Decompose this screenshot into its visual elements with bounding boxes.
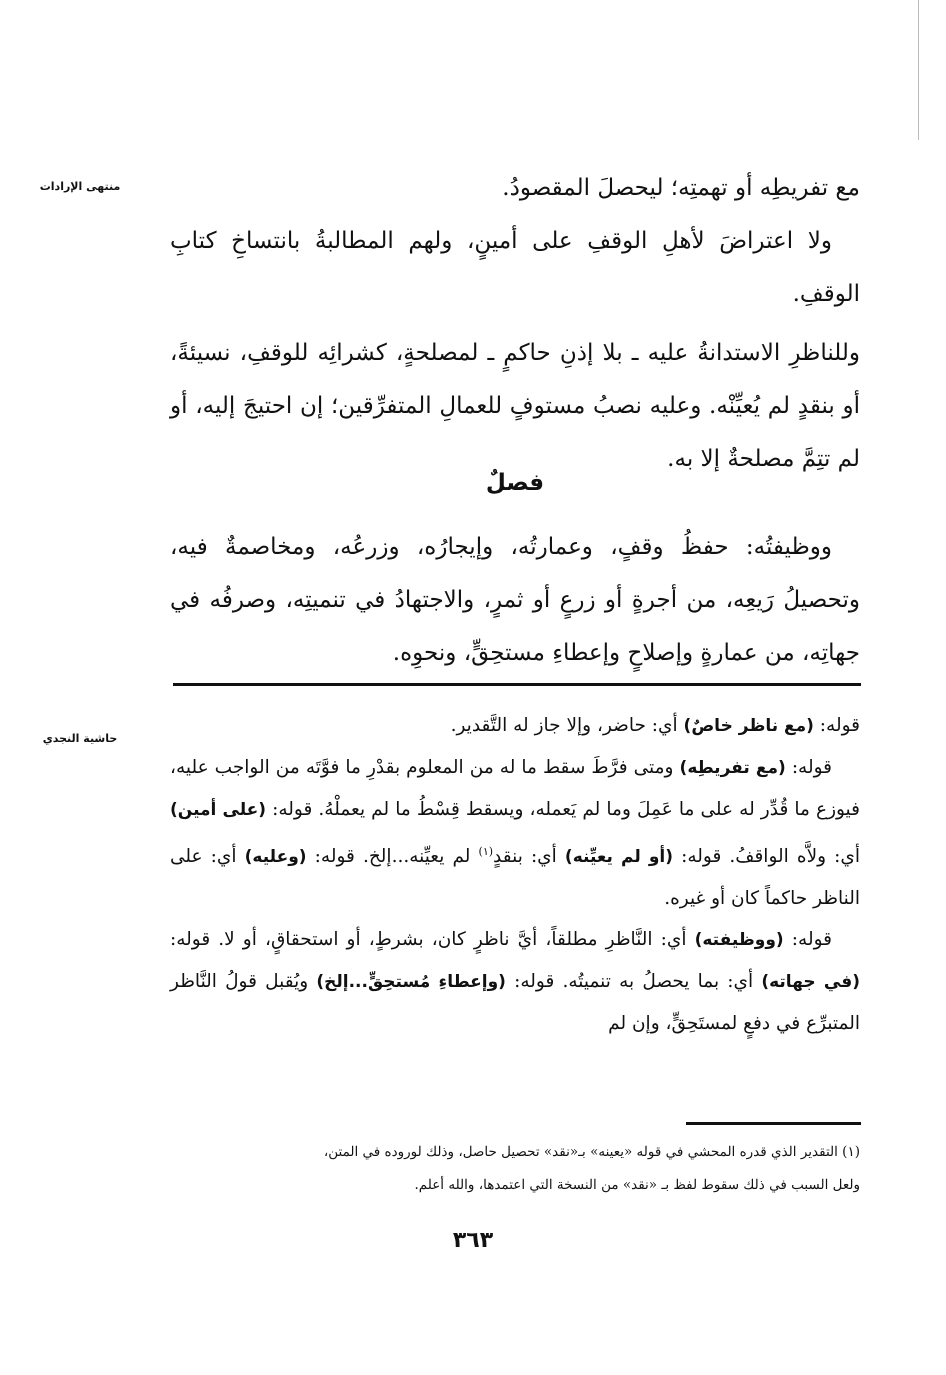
commentary-quote: (مع تفريطِه) — [679, 758, 786, 778]
commentary-quote: (في جهاته) — [761, 972, 860, 993]
commentary-prefix: قوله: — [785, 757, 833, 778]
main-divider — [173, 683, 861, 686]
commentary-paragraph-2 — [170, 747, 860, 919]
commentary-quote: (مع ناظر خاصٌ) — [683, 716, 814, 736]
commentary-gloss: أي: بما يحصلُ به تنميتُه. قوله: — [505, 971, 762, 993]
main-paragraph-2: ولا اعتراضَ لأهلِ الوقفِ على أمينٍ، ولهم المطالبةُ بانتساخِ كتابِ الوقفِ. — [170, 228, 860, 307]
commentary-gloss: أي: ولاَّه الواقفُ. قوله: — [673, 846, 861, 868]
commentary-gloss: أي: بنقدٍ — [493, 846, 565, 868]
commentary-quote: (وعليه) — [244, 847, 307, 868]
commentary-title-label: حاشية النجدي — [42, 732, 118, 745]
commentary-quote: (ووظيفته) — [694, 930, 784, 951]
book-title-label: منتهى الإرادات — [39, 180, 121, 193]
commentary-gloss: أي: حاضر، وإلا جاز له التَّقدير. — [450, 715, 684, 736]
footnote-divider — [686, 1122, 861, 1125]
main-paragraph-1: مع تفريطِه أو تهمتِه؛ ليحصلَ المقصودُ. — [502, 175, 860, 201]
commentary-gloss: أي: على الناظر حاكماً كان أو غيره. — [170, 846, 860, 910]
commentary-gloss: لم يعيِّنه...إلخ. قوله: — [306, 846, 479, 868]
main-paragraph-4: ووظيفتُه: حفظُ وقفٍ، وعمارتُه، وإيجارُه، وزرعُه، ومخاصمةٌ فيه، وتحصيلُ رَيعِه، من أجرةٍ أو زرعٍ أو ثمرٍ، والاجتهادُ في تنميتِه، وصرفُه في جهاتِه، من عمارةٍ وإصلاحٍ وإعطاءِ مستحِقٍّ، ونحوِه. — [170, 534, 860, 666]
commentary-text — [170, 705, 860, 1044]
commentary-quote: (أو لم يعيِّنه) — [564, 847, 674, 868]
commentary-gloss: أي: النَّاظرِ مطلقاً، أيَّ ناظرٍ كان، بشرطٍ، أو استحقاقٍ، أو لا. قوله: — [170, 929, 695, 951]
main-text — [170, 162, 860, 486]
commentary-paragraph-3 — [170, 919, 860, 1044]
commentary-quote: (وإعطاءِ مُستحِقٍّ...إلخ) — [316, 972, 506, 993]
margin-rule — [918, 0, 919, 140]
commentary-gloss: ومتى فرَّطَ سقط ما له من المعلوم بقدْرِ ما فوَّتَه من الواجب عليه، فيوزع ما قُدِّر له على ما عَمِلَ وما لم يَعمله، ويسقط قِسْطُ ما لم يعملْهُ. قوله: — [170, 757, 860, 820]
footnote — [170, 1136, 860, 1202]
commentary-paragraph-1 — [170, 705, 860, 747]
commentary-prefix: قوله: — [783, 929, 832, 951]
main-text-section — [170, 521, 860, 680]
footnote-line-2: ولعل السبب في ذلك سقوط لفظ بـ «نقد» من النسخة التي اعتمدها، والله أعلم. — [414, 1177, 860, 1193]
commentary-prefix: قوله: — [813, 715, 860, 736]
main-paragraph-3: وللناظرِ الاستدانةُ عليه ـ بلا إذنِ حاكمٍ ـ لمصلحةٍ، كشرائِه للوقفِ، نسيئةً، أو بنقدٍ لم يُعيِّنْه. وعليه نصبُ مستوفٍ للعمالِ المتفرِّقين؛ إن احتيجَ إليه، أو لم تتِمَّ مصلحةٌ إلا به. — [170, 340, 860, 472]
page-number: ٣٦٣ — [452, 1228, 494, 1253]
commentary-quote: (على أمين) — [170, 800, 267, 820]
footnote-marker: (١) — [478, 845, 494, 858]
section-title: فصلٌ — [485, 470, 545, 496]
commentary-gloss: ويُقبل قولُ النَّاظر المتبرِّع في دفعٍ لمستَحِقٍّ، وإن لم — [170, 971, 860, 1035]
footnote-line-1: (١) التقدير الذي قدره المحشي في قوله «يعينه» بـ«نقد» تحصيل حاصل، وذلك لوروده في المتن، — [323, 1144, 860, 1160]
